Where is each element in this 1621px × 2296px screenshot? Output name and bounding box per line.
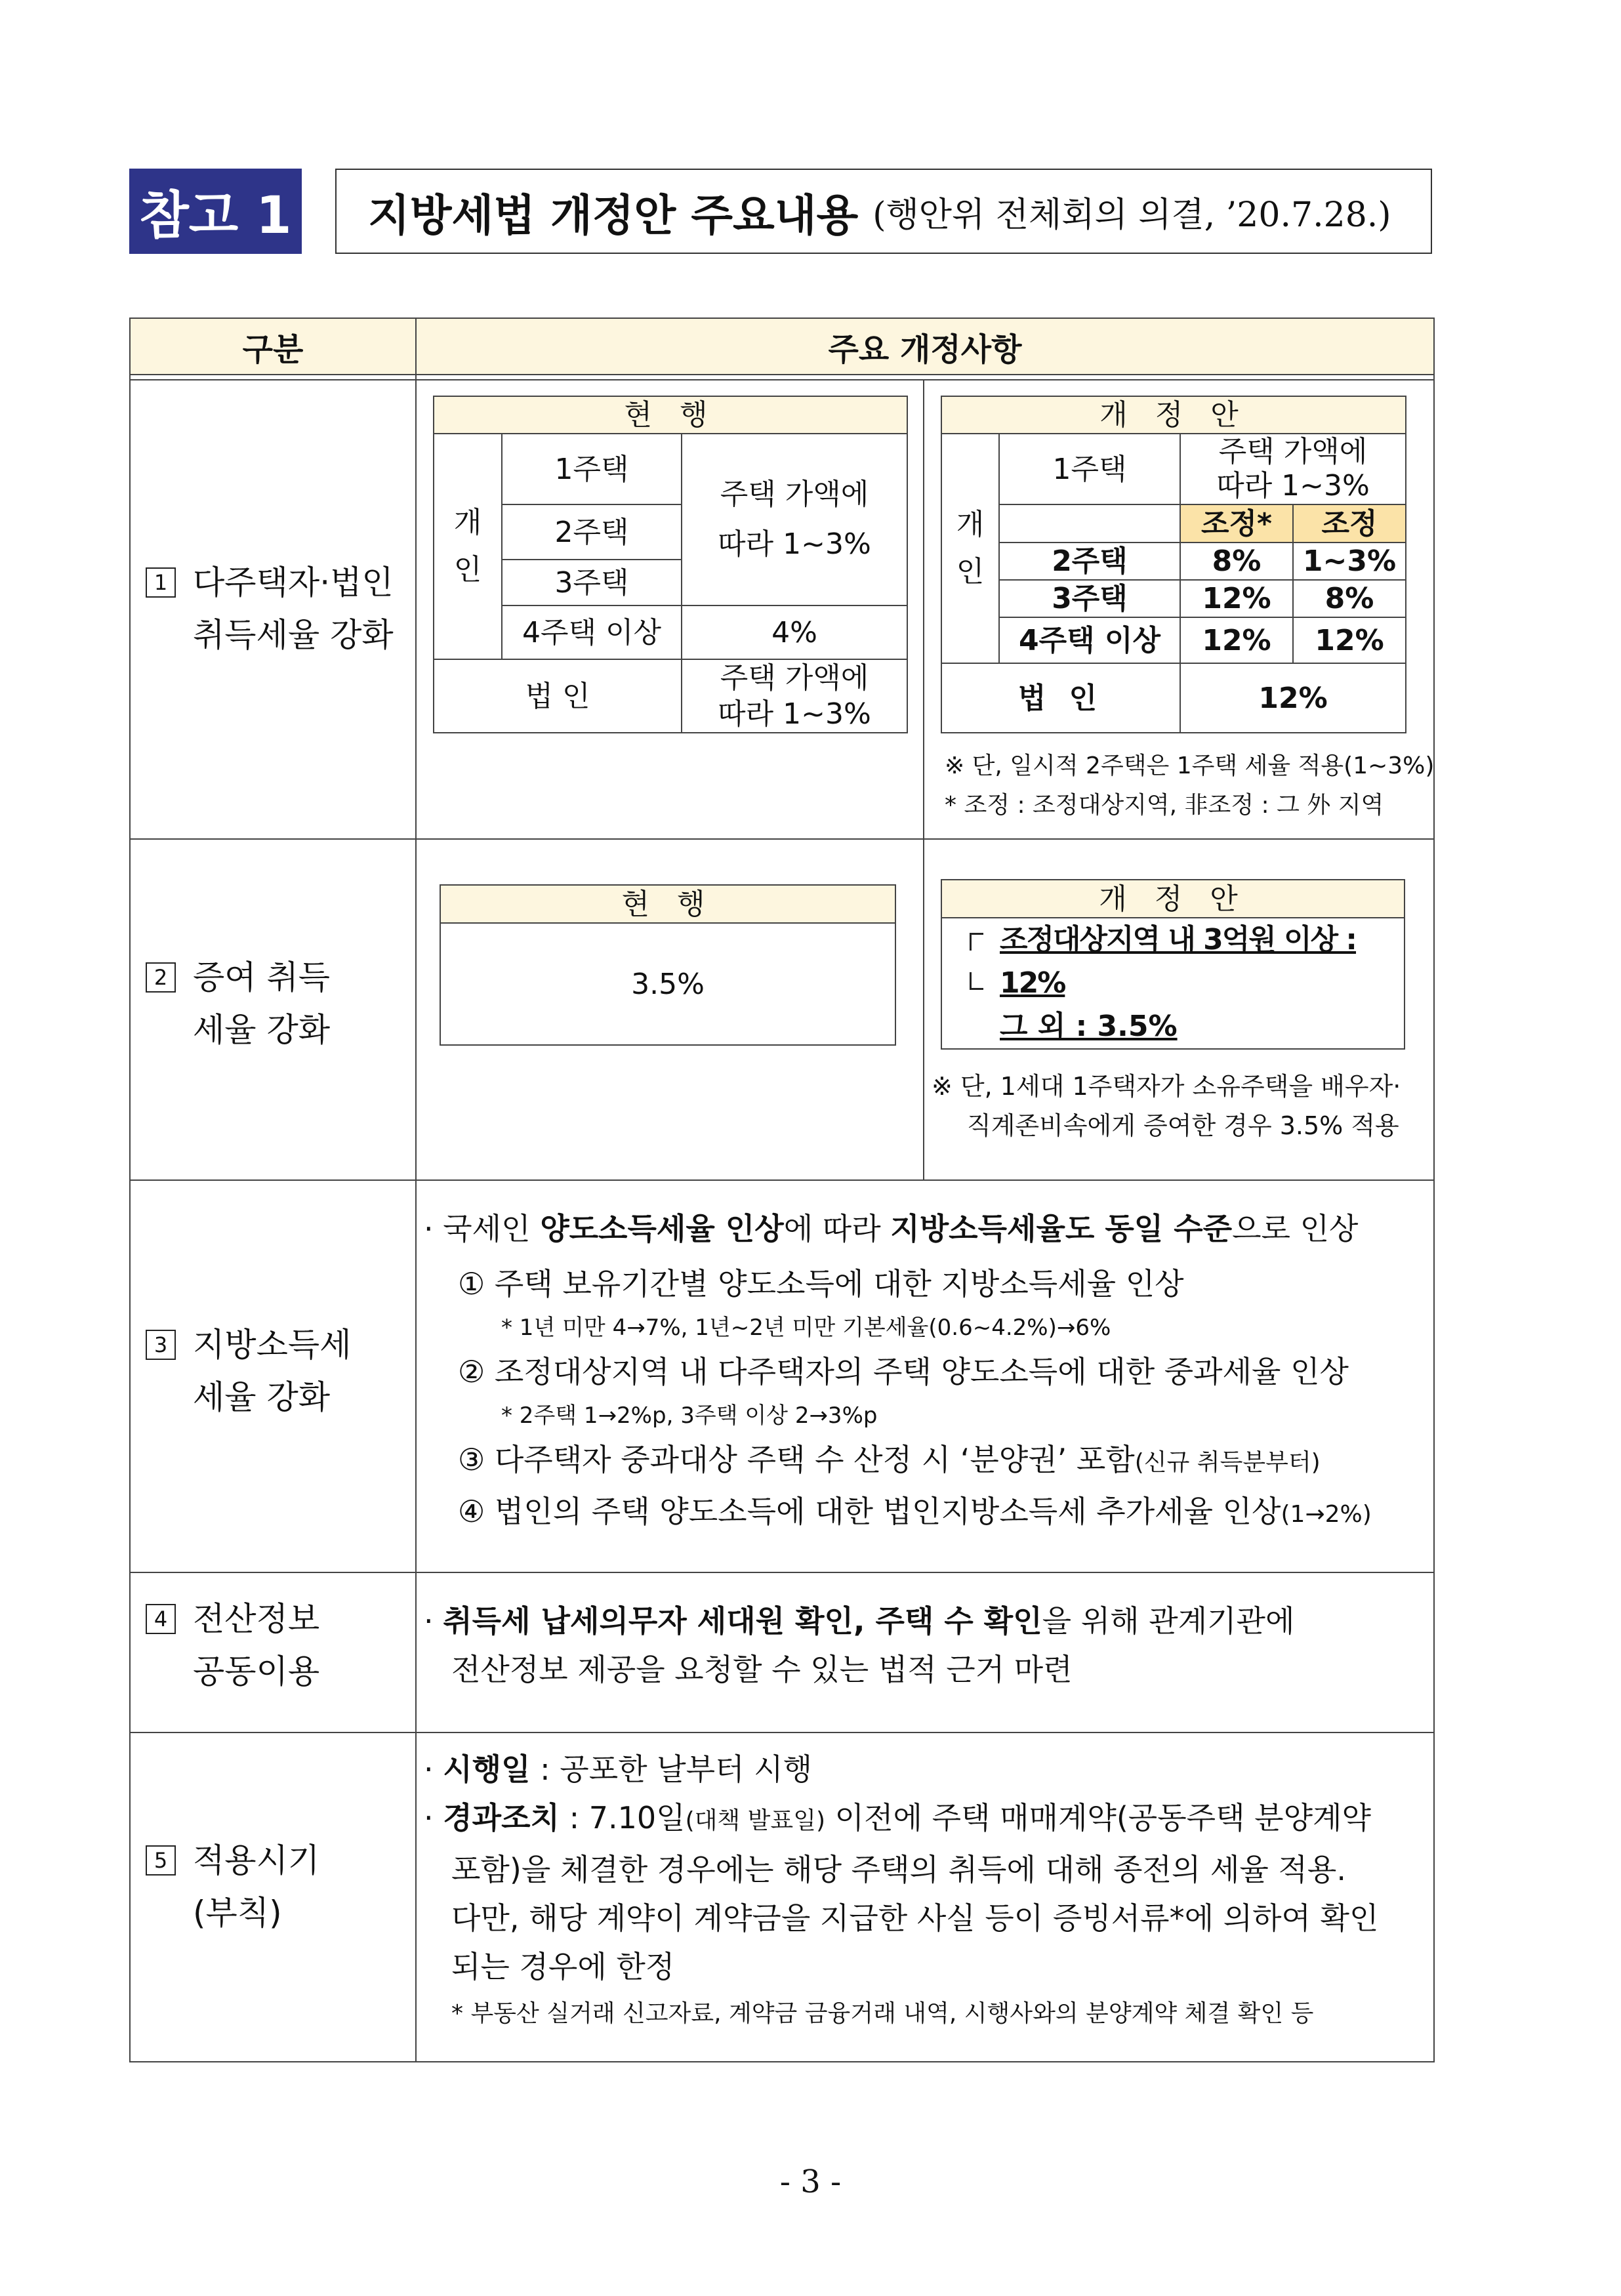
col-non-adjusted: 조정: [1293, 504, 1406, 543]
section3-intro: · 국세인 양도소득세율 인상에 따라 지방소득세율도 동일 수준으로 인상: [424, 1211, 1359, 1246]
section1-number: 1: [146, 567, 176, 598]
col-adjusted: 조정*: [1180, 504, 1293, 543]
proposed-r2-non: 1~3%: [1293, 543, 1406, 580]
document-title: 지방세법 개정안 주요내용: [368, 190, 859, 241]
section3-item4: ④ 법인의 주택 양도소득에 대한 법인지방소득세 추가세율 인상(1→2%): [458, 1494, 1372, 1529]
current-head: 현 행: [434, 396, 907, 434]
gift-other-rate: 그 외 : 3.5%: [1000, 1010, 1178, 1043]
proposed-r1-rate: 주택 가액에 따라 1~3%: [1180, 434, 1406, 504]
section5-number: 5: [146, 1845, 176, 1876]
section3-title: 3 지방소득세 세율 강화: [146, 1319, 352, 1424]
section3-item2-note: * 2주택 1→2%p, 3주택 이상 2→3%p: [501, 1403, 878, 1429]
proposed-rate-table: [941, 396, 1406, 733]
section3-item2: ② 조정대상지역 내 다주택자의 주택 양도소득에 대한 중과세율 인상: [458, 1354, 1349, 1389]
section1-note1: ※ 단, 일시적 2주택은 1주택 세율 적용(1~3%): [945, 752, 1435, 779]
current-corp-rate: 주택 가액에 따라 1~3%: [682, 659, 907, 733]
section5-body: · 시행일 : 공포한 날부터 시행 · 경과조치 : 7.10일(대책 발표일) 이전에 주택 매매계약(공동주택 분양계약 포함)을 체결한 경우에는 해당 주택의 취득에 대해 종전의 세율 적용. 다만, 해당 계약이 계약금을 지급한 사실 등이 증빙서류*에 의하여 확인 되는 경우에 한정 * 부동산 실거래 신고자료, 계약금 금융거래 내역, 시행사와의 분양계약 체결 확인 등: [424, 1745, 1427, 2037]
current-individual: 개 인: [434, 434, 502, 659]
current-rate-4: 4%: [682, 605, 907, 659]
gift-proposed-head: 개 정 안: [941, 880, 1405, 918]
current-r2: 2주택: [502, 504, 682, 560]
gift-current-table: [440, 884, 896, 1046]
proposed-r3-adj: 12%: [1180, 580, 1293, 617]
current-rate-table: [433, 396, 908, 733]
proposed-individual: 개 인: [941, 434, 999, 663]
gift-current-value: 3.5%: [440, 923, 895, 1045]
proposed-r3-non: 8%: [1293, 580, 1406, 617]
section4-title: 4 전산정보 공동이용: [146, 1593, 319, 1698]
proposed-r4-adj: 12%: [1180, 617, 1293, 663]
gift-adjusted-rate: 조정대상지역 내 3억원 이상 : 12%: [1000, 923, 1357, 1000]
proposed-r3: 3주택: [999, 580, 1180, 617]
current-r4: 4주택 이상: [502, 605, 682, 659]
section3-body: [424, 1204, 1427, 1539]
current-r1: 1주택: [502, 434, 682, 504]
section1-note2: * 조정 : 조정대상지역, 非조정 : 그 外 지역: [945, 792, 1384, 819]
document-subtitle: (행안위 전체회의 의결, ’20.7.28.): [872, 195, 1391, 235]
section2-title: 2 증여 취득 세율 강화: [146, 951, 330, 1056]
current-rate-123: 주택 가액에 따라 1~3%: [682, 434, 907, 605]
proposed-corp-rate: 12%: [1180, 663, 1406, 733]
section1-title: 1 다주택자·법인 취득세율 강화: [146, 556, 394, 661]
section3-item1: ① 주택 보유기간별 양도소득에 대한 지방소득세율 인상: [458, 1266, 1184, 1302]
section5-note: * 부동산 실거래 신고자료, 계약금 금융거래 내역, 시행사와의 분양계약 체결 확인 등: [451, 2000, 1314, 2027]
section3-number: 3: [146, 1330, 176, 1360]
proposed-r2-adj: 8%: [1180, 543, 1293, 580]
gift-current-head: 현 행: [440, 885, 895, 923]
current-r3: 3주택: [502, 560, 682, 605]
current-corp: 법 인: [434, 659, 682, 733]
section5-title: 5 적용시기 (부칙): [146, 1834, 319, 1939]
section2-note-l1: ※ 단, 1세대 1주택자가 소유주택을 배우자·: [932, 1072, 1401, 1101]
gift-proposed-table: [941, 879, 1405, 1050]
header-changes: 주요 개정사항: [828, 331, 1022, 368]
proposed-corp: 법 인: [941, 663, 1180, 733]
section2-number: 2: [146, 962, 176, 993]
section4-number: 4: [146, 1604, 176, 1634]
proposed-r2: 2주택: [999, 543, 1180, 580]
section3-item3: ③ 다주택자 중과대상 주택 수 산정 시 ‘분양권’ 포함(신규 취득분부터): [458, 1442, 1321, 1477]
section4-body: · 취득세 납세의무자 세대원 확인, 주택 수 확인을 위해 관계기관에 전산정보 제공을 요청할 수 있는 법적 근거 마련: [424, 1603, 1295, 1687]
proposed-r1: 1주택: [999, 434, 1180, 504]
proposed-r4: 4주택 이상: [999, 617, 1180, 663]
reference-tag: 참고 1: [129, 169, 302, 254]
page-number: - 3 -: [779, 2163, 842, 2200]
proposed-head: 개 정 안: [941, 396, 1406, 434]
proposed-r4-non: 12%: [1293, 617, 1406, 663]
section2-note-l2: 직계존비속에게 증여한 경우 3.5% 적용: [967, 1111, 1399, 1140]
title-box: [335, 169, 1432, 254]
header-category: 구분: [242, 331, 304, 368]
section3-item1-note: * 1년 미만 4→7%, 1년~2년 미만 기본세율(0.6~4.2%)→6%: [501, 1315, 1111, 1341]
